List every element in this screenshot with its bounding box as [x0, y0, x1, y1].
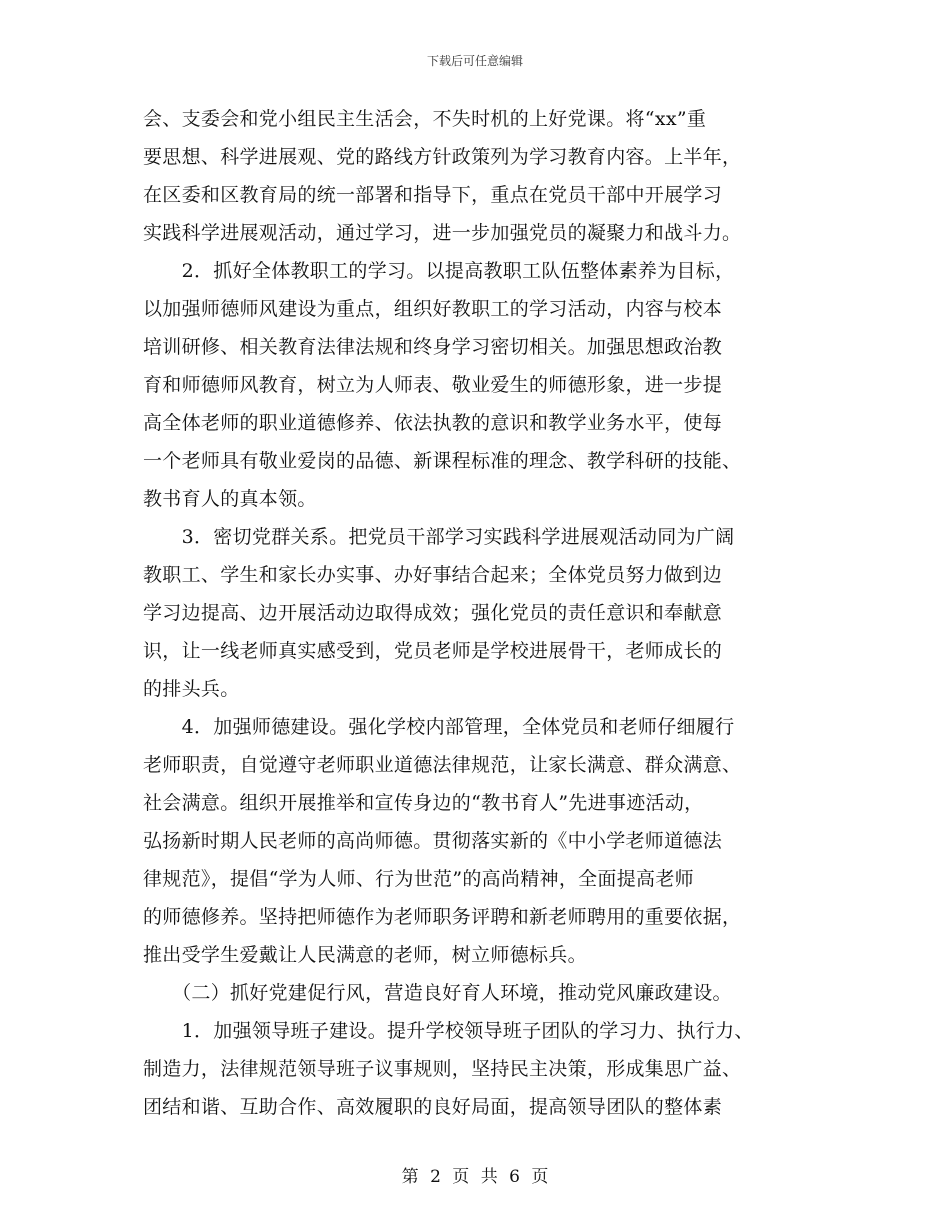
text-line: 的师德修养。坚持把师德作为老师职务评聘和新老师聘用的重要依据，: [143, 906, 742, 928]
text-line: 社会满意。组织开展推举和宣传身边的“教书育人”先进事迹活动，: [143, 792, 704, 814]
text-line: 老师职责，自觉遵守老师职业道德法律规范，让家长满意、群众满意、: [143, 754, 742, 776]
text-line: 1．加强领导班子建设。提升学校领导班子团队的学习力、执行力、: [143, 1020, 754, 1042]
text-line: 培训研修、相关教育法律法规和终身学习密切相关。加强思想政治教: [143, 336, 723, 358]
text-line: 实践科学进展观活动，通过学习，进一步加强党员的凝聚力和战斗力。: [143, 222, 742, 244]
text-line: 以加强师德师风建设为重点，组织好教职工的学习活动，内容与校本: [143, 298, 723, 320]
text-line: 要思想、科学进展观、党的路线方针政策列为学习教育内容。上半年，: [143, 146, 742, 168]
text-line: 的排头兵。: [143, 678, 240, 700]
page-number-footer: 第 2 页 共 6 页: [401, 1167, 549, 1187]
text-line: 弘扬新时期人民老师的高尚师德。贯彻落实新的《中小学老师道德法: [143, 830, 723, 852]
text-line: 4．加强师德建设。强化学校内部管理，全体党员和老师仔细履行: [143, 716, 735, 738]
text-line: 团结和谐、互助合作、高效履职的良好局面，提高领导团队的整体素: [143, 1096, 723, 1118]
text-line: 一个老师具有敬业爱岗的品德、新课程标准的理念、教学科研的技能、: [143, 450, 742, 472]
text-line: （二）抓好党建促行风，营造良好育人环境，推动党风廉政建设。: [143, 982, 732, 1004]
text-line: 推出受学生爱戴让人民满意的老师，树立师德标兵。: [143, 944, 587, 966]
text-line: 3．密切党群关系。把党员干部学习实践科学进展观活动同为广阔: [143, 526, 735, 548]
text-line: 育和师德师风教育，树立为人师表、敬业爱生的师德形象，进一步提: [143, 374, 723, 396]
text-line: 在区委和区教育局的统一部署和指导下，重点在党员干部中开展学习: [143, 184, 723, 206]
document-body: [143, 100, 823, 1126]
text-line: 识，让一线老师真实感受到，党员老师是学校进展骨干，老师成长的: [143, 640, 723, 662]
text-line: 制造力，法律规范领导班子议事规则，坚持民主决策，形成集思广益、: [143, 1058, 742, 1080]
text-line: 教职工、学生和家长办实事、办好事结合起来；全体党员努力做到边: [143, 564, 723, 586]
text-line: 教书育人的真本领。: [143, 488, 317, 510]
text-line: 2．抓好全体教职工的学习。以提高教职工队伍整体素养为目标，: [143, 260, 735, 282]
text-line: 律规范》，提倡“学为人师、行为世范”的高尚精神，全面提高老师: [143, 868, 694, 890]
page-header: 下载后可任意编辑: [426, 54, 523, 68]
text-line: 会、支委会和党小组民主生活会，不失时机的上好党课。将“xx”重: [143, 108, 707, 130]
text-line: 学习边提高、边开展活动边取得成效；强化党员的责任意识和奉献意: [143, 602, 723, 624]
text-line: 高全体老师的职业道德修养、依法执教的意识和教学业务水平，使每: [143, 412, 723, 434]
